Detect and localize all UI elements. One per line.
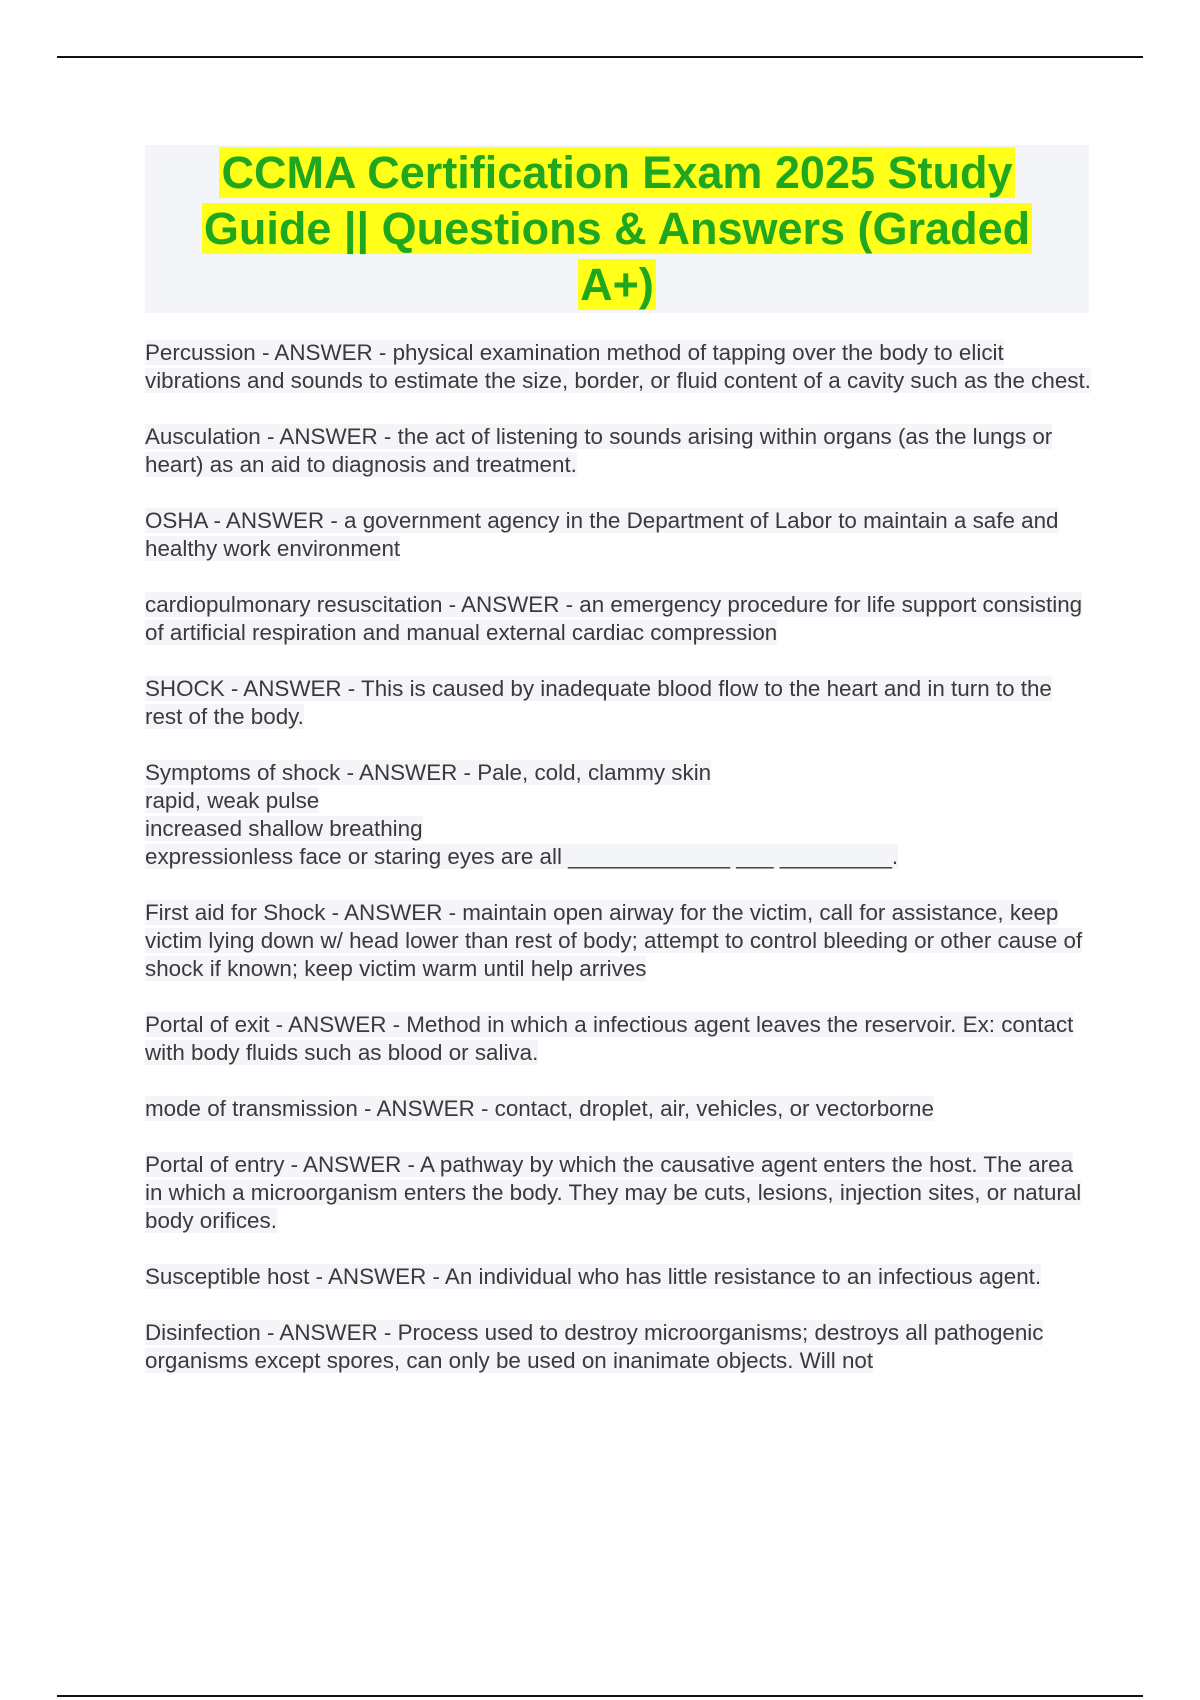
document-title xyxy=(167,145,1067,313)
qa-entry-text: mode of transmission - ANSWER - contact, droplet, air, vehicles, or vectorborne xyxy=(145,1096,934,1121)
qa-entry-text: OSHA - ANSWER - a government agency in the Department of Labor to maintain a safe and healthy work environment xyxy=(145,508,1059,561)
qa-entry-disinfection xyxy=(145,1319,1095,1375)
qa-entry-portal-of-entry xyxy=(145,1151,1095,1235)
top-rule xyxy=(57,56,1143,58)
document-title-text: CCMA Certification Exam 2025 Study Guide || Questions & Answers (Graded A+) xyxy=(203,147,1031,310)
bottom-rule xyxy=(57,1695,1143,1697)
title-block xyxy=(145,145,1089,313)
qa-entry-text: Symptoms of shock - ANSWER - Pale, cold, clammy skin rapid, weak pulse increased shallow breathing expressionless face or staring eyes are all _____________ ___ _________. xyxy=(145,760,899,869)
qa-entry-mode-of-transmission xyxy=(145,1095,1095,1123)
qa-entry-text: Disinfection - ANSWER - Process used to destroy microorganisms; destroys all pathogenic organisms except spores, can only be used on inanimate objects. Will not xyxy=(145,1320,1044,1373)
qa-entry-portal-of-exit xyxy=(145,1011,1095,1067)
qa-entry-text: Ausculation - ANSWER - the act of listening to sounds arising within organs (as the lungs or heart) as an aid to diagnosis and treatment. xyxy=(145,424,1053,477)
qa-entry-text: Portal of entry - ANSWER - A pathway by which the causative agent enters the host. The area in which a microorganism enters the body. They may be cuts, lesions, injection sites, or natural body orifices. xyxy=(145,1152,1082,1233)
qa-entry-susceptible-host xyxy=(145,1263,1095,1291)
qa-list xyxy=(145,339,1095,1403)
qa-entry-text: Susceptible host - ANSWER - An individual who has little resistance to an infectious agent. xyxy=(145,1264,1042,1289)
qa-entry-osha xyxy=(145,507,1095,563)
qa-entry-text: SHOCK - ANSWER - This is caused by inadequate blood flow to the heart and in turn to the rest of the body. xyxy=(145,676,1052,729)
qa-entry-text: First aid for Shock - ANSWER - maintain open airway for the victim, call for assistance, keep victim lying down w/ head lower than rest of body; attempt to control bleeding or other cause of shock if known; keep victim warm until help arrives xyxy=(145,900,1083,981)
qa-entry-first-aid-shock xyxy=(145,899,1095,983)
qa-entry-text: Portal of exit - ANSWER - Method in which a infectious agent leaves the reservoir. Ex: contact with body fluids such as blood or saliva. xyxy=(145,1012,1074,1065)
qa-entry-ausculation xyxy=(145,423,1095,479)
qa-entry-cpr xyxy=(145,591,1095,647)
qa-entry-symptoms-of-shock xyxy=(145,759,1095,871)
qa-entry-percussion xyxy=(145,339,1095,395)
qa-entry-shock xyxy=(145,675,1095,731)
qa-entry-text: cardiopulmonary resuscitation - ANSWER - an emergency procedure for life support consisting of artificial respiration and manual external cardiac compression xyxy=(145,592,1083,645)
qa-entry-text: Percussion - ANSWER - physical examination method of tapping over the body to elicit vibrations and sounds to estimate the size, border, or fluid content of a cavity such as the chest. xyxy=(145,340,1091,393)
